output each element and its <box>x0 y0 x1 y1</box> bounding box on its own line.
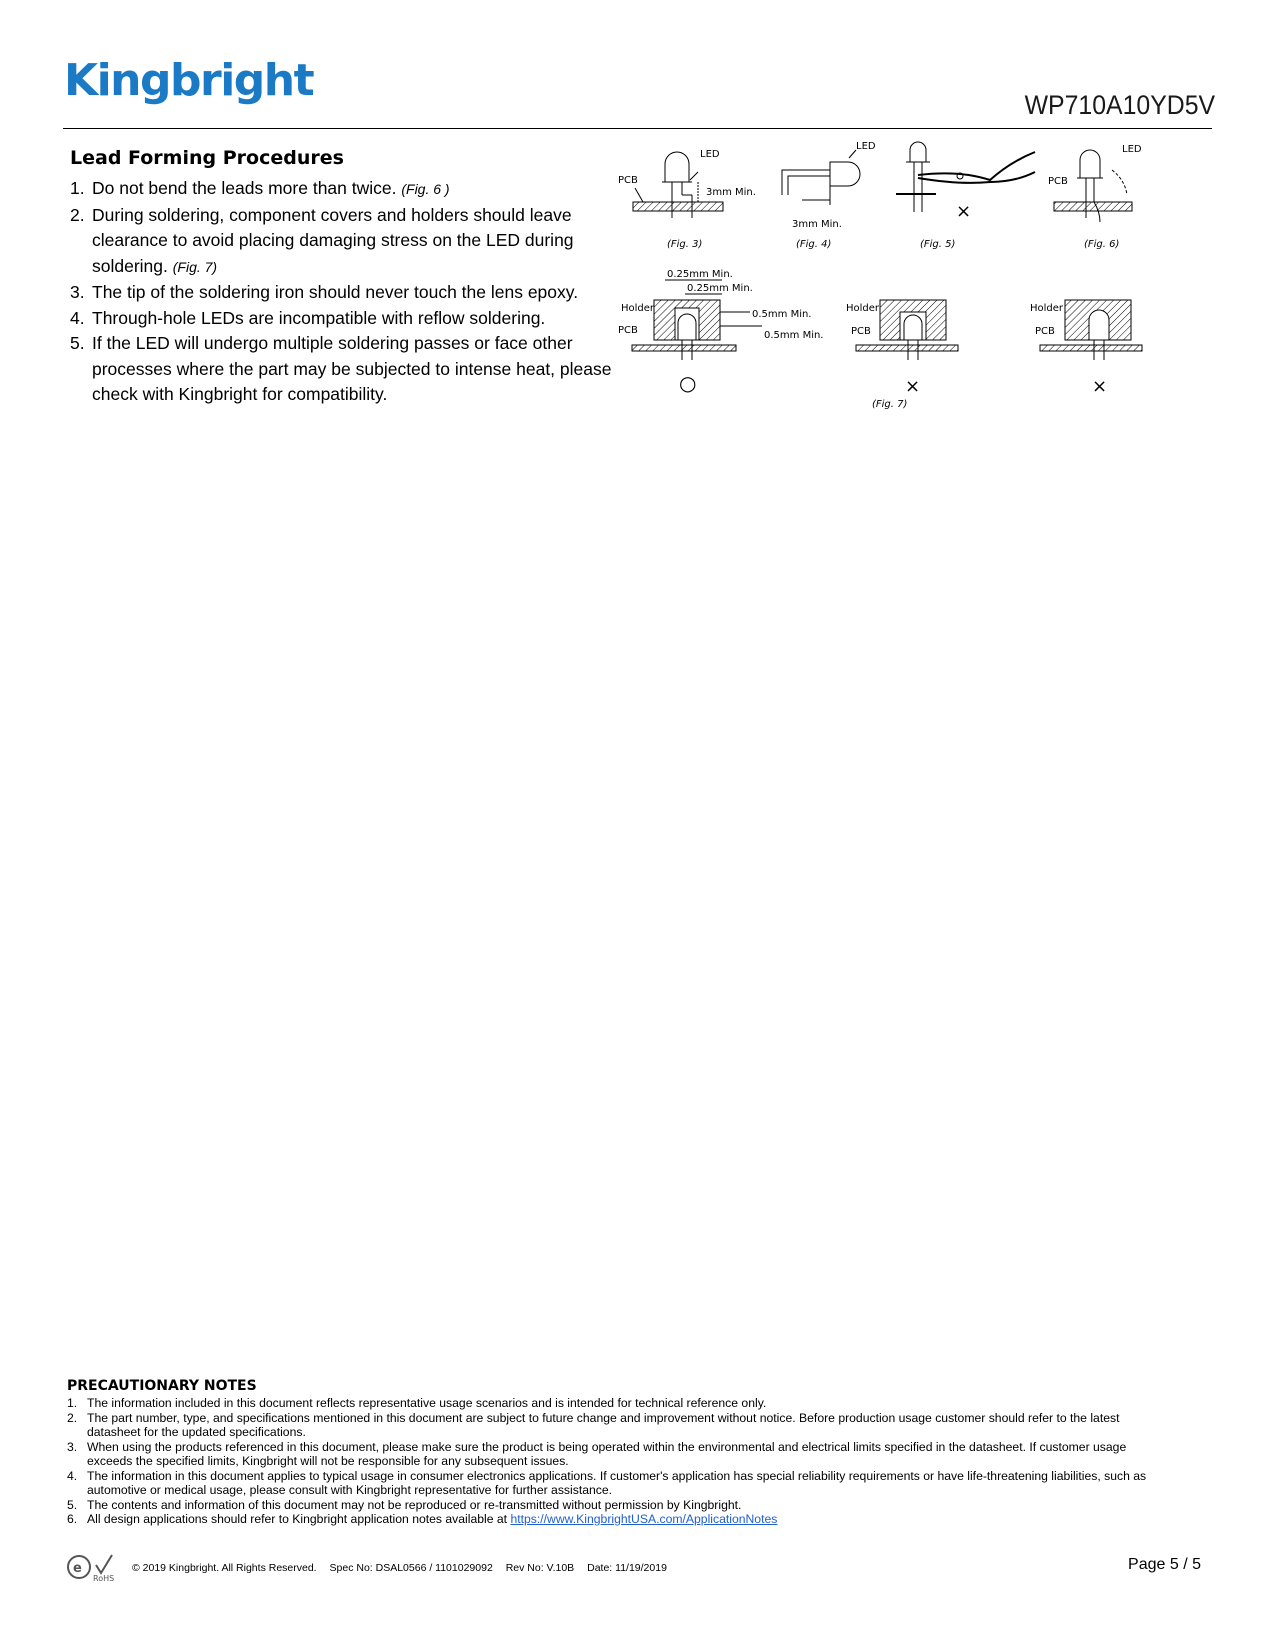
list-item: 3. When using the products referenced in this document, please make sure the product is being operated within the environmental and electrical limits specified in the datasheet. If customer usage exceeds the specified limits, Kingbright will not be responsible for any subsequent issues. <box>67 1439 1127 1468</box>
fig6-caption: (Fig. 6) <box>1084 239 1120 250</box>
fig7-ok-diagram <box>618 269 824 395</box>
copyright: © 2019 Kingbright. All Rights Reserved. <box>132 1562 317 1574</box>
fig3-caption: (Fig. 3) <box>667 239 703 250</box>
list-item: 6. All design applications should refer to Kingbright application notes available at https://www.KingbrightUSA.com/ApplicationNotes <box>67 1512 778 1526</box>
fig4-led-label: LED <box>856 141 876 152</box>
fig7-caption: (Fig. 7) <box>872 399 908 410</box>
fig7-ng-mark: × <box>905 376 921 397</box>
header-divider <box>63 128 1212 129</box>
list-item: 4. The information in this document applies to typical usage in consumer electronics applications. If customer's application has special reliability requirements or have life-threatening liabilities, such as automotive or medical usage, please consult with Kingbright representative for further assistance. <box>67 1468 1147 1497</box>
fig6-diagram <box>1048 144 1142 250</box>
list-item: 1. The information included in this document reflects representative usage scenarios and is intended for technical reference only. <box>67 1396 767 1410</box>
fig7-dim-05-lower: 0.5mm Min. <box>764 330 824 341</box>
fig5-ng-mark: × <box>956 201 972 222</box>
revision-number: Rev No: V.10B <box>505 1562 575 1574</box>
fig3-diagram <box>618 149 756 250</box>
rohs-label: RoHS <box>93 1574 115 1583</box>
list-item: 2. During soldering, component covers and holders should leave clearance to avoid placing damaging stress on the LED during soldering. (Fig. 7) <box>70 204 574 276</box>
fig6-led-label: LED <box>1122 144 1142 155</box>
checkmark-icon <box>96 1555 112 1573</box>
section-title: Lead Forming Procedures <box>70 147 344 169</box>
notes-title: PRECAUTIONARY NOTES <box>67 1378 257 1394</box>
fig3-dim-label: 3mm Min. <box>706 187 756 198</box>
fig7-ng-right-diagram <box>1030 300 1142 397</box>
fig7-holder-label: Holder <box>621 303 655 314</box>
fig7-holder-label: Holder <box>846 303 880 314</box>
fig4-dim-label: 3mm Min. <box>792 219 842 230</box>
fig7-holder-label: Holder <box>1030 303 1064 314</box>
procedure-list <box>70 176 630 408</box>
fig7-ng-middle-diagram <box>846 300 958 410</box>
revision-date: Date: 11/19/2019 <box>587 1562 667 1574</box>
fig4-diagram <box>782 141 876 250</box>
list-item: 2. The part number, type, and specifications mentioned in this document are subject to future change and improvement without notice. Before production usage customer should refer to the latest datasheet for the updated specifications. <box>67 1410 1120 1439</box>
fig5-diagram <box>896 142 1035 250</box>
list-item: 3. The tip of the soldering iron should never touch the lens epoxy. <box>70 282 579 302</box>
spec-number: Spec No: DSAL0566 / 1101029092 <box>329 1562 493 1574</box>
part-number: WP710A10YD5V <box>1024 90 1215 120</box>
lead-forming-figures <box>618 140 1205 430</box>
fig7-pcb-label: PCB <box>851 326 871 337</box>
fig6-pcb-label: PCB <box>1048 176 1068 187</box>
application-notes-link[interactable]: https://www.KingbrightUSA.com/ApplicationNotes <box>510 1512 778 1526</box>
fig5-caption: (Fig. 5) <box>920 239 956 250</box>
fig3-led-label: LED <box>700 149 720 160</box>
fig7-dim-025-outer: 0.25mm Min. <box>667 269 733 280</box>
fig7-pcb-label: PCB <box>1035 326 1055 337</box>
list-item: 4. Through-hole LEDs are incompatible with reflow soldering. <box>70 307 546 328</box>
fig7-dim-025-inner: 0.25mm Min. <box>687 283 753 294</box>
page-number: Page 5 / 5 <box>1128 1556 1201 1573</box>
e-mark-icon <box>68 1556 90 1578</box>
list-item: 5. The contents and information of this document may not be reproduced or re-transmitted without permission by Kingbright. <box>67 1497 742 1512</box>
fig7-dim-05-upper: 0.5mm Min. <box>752 309 812 320</box>
fig4-caption: (Fig. 4) <box>796 239 832 250</box>
fig7-pcb-label: PCB <box>618 325 638 336</box>
kingbright-logo: Kingbright <box>64 55 314 106</box>
fig3-pcb-label: PCB <box>618 175 638 186</box>
fig7-ok-mark: ○ <box>679 371 697 395</box>
fig7-ng-mark: × <box>1092 376 1108 397</box>
footer-info <box>132 1562 677 1574</box>
compliance-icons <box>66 1553 126 1583</box>
list-item: 5. If the LED will undergo multiple soldering passes or face other processes where the part may be subjected to intense heat, please check with Kingbright for compatibility. <box>70 333 612 404</box>
precautionary-notes <box>67 1396 1167 1527</box>
list-item: 1. Do not bend the leads more than twice. (Fig. 6 ) <box>70 178 450 198</box>
svg-text:e: e <box>73 1561 82 1576</box>
